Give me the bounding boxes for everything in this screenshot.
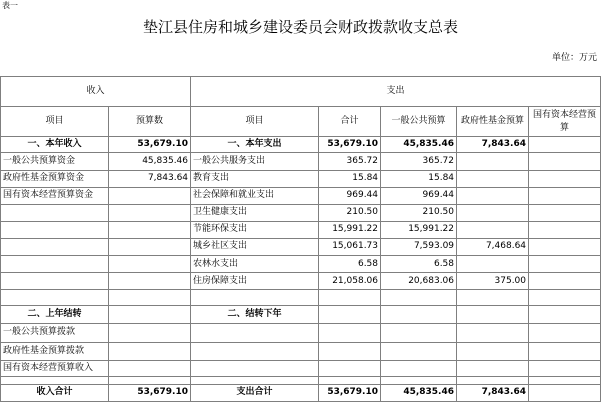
- fund-budget-cell: [457, 306, 529, 324]
- state-capital-cell: [529, 376, 601, 384]
- state-capital-cell: [529, 221, 601, 238]
- income-item-cell: [1, 238, 109, 255]
- fund-budget-cell: [457, 170, 529, 187]
- income-item-cell: 政府性基金预算拨款: [1, 342, 109, 360]
- expense-item-cell: [191, 342, 319, 360]
- general-budget-cell: [381, 290, 457, 306]
- income-header: 收入: [1, 77, 191, 107]
- total-cell: [319, 290, 381, 306]
- general-budget-cell: [381, 324, 457, 342]
- general-budget-cell: 6.58: [381, 256, 457, 273]
- income-item-cell: [1, 204, 109, 221]
- income-item-cell: 一般公共预算拨款: [1, 324, 109, 342]
- general-budget-cell: 210.50: [381, 204, 457, 221]
- total-cell: 969.44: [319, 187, 381, 204]
- total-cell: 53,679.10: [319, 384, 381, 401]
- expense-item-cell: [191, 376, 319, 384]
- total-cell: 53,679.10: [319, 137, 381, 153]
- general-budget-header: 一般公共预算: [381, 107, 457, 137]
- expense-item-header: 项目: [191, 107, 319, 137]
- unit-label: 单位：万元: [551, 53, 597, 63]
- income-item-cell: 政府性基金预算资金: [1, 170, 109, 187]
- table-number-label: 表一: [2, 1, 18, 10]
- fund-budget-cell: [457, 376, 529, 384]
- general-budget-cell: 365.72: [381, 153, 457, 170]
- fund-budget-cell: [457, 221, 529, 238]
- total-cell: [319, 376, 381, 384]
- fund-budget-cell: [457, 342, 529, 360]
- state-capital-cell: [529, 384, 601, 401]
- state-capital-cell: [529, 324, 601, 342]
- general-budget-cell: 20,683.06: [381, 273, 457, 290]
- state-capital-cell: [529, 170, 601, 187]
- income-budget-cell: [109, 376, 191, 384]
- total-cell: 15,061.73: [319, 238, 381, 255]
- expense-item-cell: 一、本年支出: [191, 137, 319, 153]
- total-cell: [319, 342, 381, 360]
- table-row: [1, 324, 601, 342]
- state-capital-cell: [529, 342, 601, 360]
- income-item-header: 项目: [1, 107, 109, 137]
- general-budget-cell: [381, 360, 457, 376]
- expense-item-cell: 节能环保支出: [191, 221, 319, 238]
- expense-item-cell: 支出合计: [191, 384, 319, 401]
- table-row: [1, 187, 601, 204]
- income-budget-cell: [109, 187, 191, 204]
- total-cell: 365.72: [319, 153, 381, 170]
- fund-budget-cell: 7,468.64: [457, 238, 529, 255]
- income-item-cell: 二、上年结转: [1, 306, 109, 324]
- state-capital-cell: [529, 360, 601, 376]
- state-capital-cell: [529, 187, 601, 204]
- total-cell: [319, 324, 381, 342]
- state-capital-cell: [529, 256, 601, 273]
- table-row: [1, 290, 601, 306]
- income-item-cell: [1, 376, 109, 384]
- fund-budget-cell: [457, 153, 529, 170]
- expense-item-cell: 二、结转下年: [191, 306, 319, 324]
- state-capital-cell: [529, 204, 601, 221]
- expense-item-cell: 一般公共服务支出: [191, 153, 319, 170]
- general-budget-cell: 15.84: [381, 170, 457, 187]
- budget-table: [0, 76, 601, 402]
- income-budget-cell: [109, 221, 191, 238]
- income-budget-cell: 7,843.64: [109, 170, 191, 187]
- general-budget-cell: [381, 376, 457, 384]
- income-budget-cell: [109, 360, 191, 376]
- income-item-cell: [1, 290, 109, 306]
- table-row: [1, 256, 601, 273]
- income-budget-cell: 53,679.10: [109, 137, 191, 153]
- budget-header: 预算数: [109, 107, 191, 137]
- total-cell: [319, 306, 381, 324]
- table-row: [1, 221, 601, 238]
- general-budget-cell: 7,593.09: [381, 238, 457, 255]
- income-budget-cell: [109, 290, 191, 306]
- total-cell: 6.58: [319, 256, 381, 273]
- expense-item-cell: 农林水支出: [191, 256, 319, 273]
- total-cell: 210.50: [319, 204, 381, 221]
- state-capital-cell: [529, 306, 601, 324]
- expense-item-cell: [191, 324, 319, 342]
- general-budget-cell: [381, 306, 457, 324]
- table-row: [1, 137, 601, 153]
- total-cell: [319, 360, 381, 376]
- fund-budget-cell: [457, 204, 529, 221]
- income-item-cell: 一般公共预算资金: [1, 153, 109, 170]
- general-budget-cell: 45,835.46: [381, 384, 457, 401]
- table-row: [1, 153, 601, 170]
- state-capital-cell: [529, 238, 601, 255]
- income-item-cell: 收入合计: [1, 384, 109, 401]
- income-budget-cell: [109, 273, 191, 290]
- fund-budget-cell: 7,843.64: [457, 137, 529, 153]
- expense-item-cell: [191, 290, 319, 306]
- total-cell: 15.84: [319, 170, 381, 187]
- state-capital-cell: [529, 153, 601, 170]
- expense-item-cell: 住房保障支出: [191, 273, 319, 290]
- income-item-cell: 国有资本经营预算资金: [1, 187, 109, 204]
- general-budget-cell: 45,835.46: [381, 137, 457, 153]
- income-budget-cell: [109, 342, 191, 360]
- fund-budget-cell: [457, 360, 529, 376]
- table-row: [1, 170, 601, 187]
- table-row: [1, 273, 601, 290]
- state-capital-header: 国有资本经营预算: [529, 107, 601, 137]
- income-budget-cell: [109, 306, 191, 324]
- fund-budget-cell: 7,843.64: [457, 384, 529, 401]
- state-capital-cell: [529, 137, 601, 153]
- fund-budget-cell: [457, 256, 529, 273]
- fund-budget-cell: [457, 290, 529, 306]
- income-item-cell: [1, 273, 109, 290]
- income-budget-cell: 45,835.46: [109, 153, 191, 170]
- table-row: [1, 360, 601, 376]
- income-budget-cell: [109, 324, 191, 342]
- table-row: [1, 342, 601, 360]
- income-budget-cell: [109, 256, 191, 273]
- table-row: [1, 376, 601, 384]
- income-item-cell: [1, 221, 109, 238]
- expense-item-cell: 城乡社区支出: [191, 238, 319, 255]
- table-row: [1, 384, 601, 401]
- state-capital-cell: [529, 273, 601, 290]
- income-item-cell: 一、本年收入: [1, 137, 109, 153]
- income-budget-cell: 53,679.10: [109, 384, 191, 401]
- table-row: [1, 204, 601, 221]
- general-budget-cell: [381, 342, 457, 360]
- expense-header: 支出: [191, 77, 601, 107]
- fund-budget-header: 政府性基金预算: [457, 107, 529, 137]
- fund-budget-cell: [457, 187, 529, 204]
- expense-item-cell: [191, 360, 319, 376]
- income-budget-cell: [109, 238, 191, 255]
- table-row: [1, 306, 601, 324]
- expense-item-cell: 教育支出: [191, 170, 319, 187]
- total-cell: 15,991.22: [319, 221, 381, 238]
- fund-budget-cell: 375.00: [457, 273, 529, 290]
- total-header: 合计: [319, 107, 381, 137]
- page-title: 垫江县住房和城乡建设委员会财政拨款收支总表: [142, 18, 458, 36]
- total-cell: 21,058.06: [319, 273, 381, 290]
- income-budget-cell: [109, 204, 191, 221]
- income-item-cell: [1, 256, 109, 273]
- fund-budget-cell: [457, 324, 529, 342]
- table-row: [1, 238, 601, 255]
- state-capital-cell: [529, 290, 601, 306]
- income-item-cell: 国有资本经营预算收入: [1, 360, 109, 376]
- expense-item-cell: 社会保障和就业支出: [191, 187, 319, 204]
- general-budget-cell: 969.44: [381, 187, 457, 204]
- expense-item-cell: 卫生健康支出: [191, 204, 319, 221]
- general-budget-cell: 15,991.22: [381, 221, 457, 238]
